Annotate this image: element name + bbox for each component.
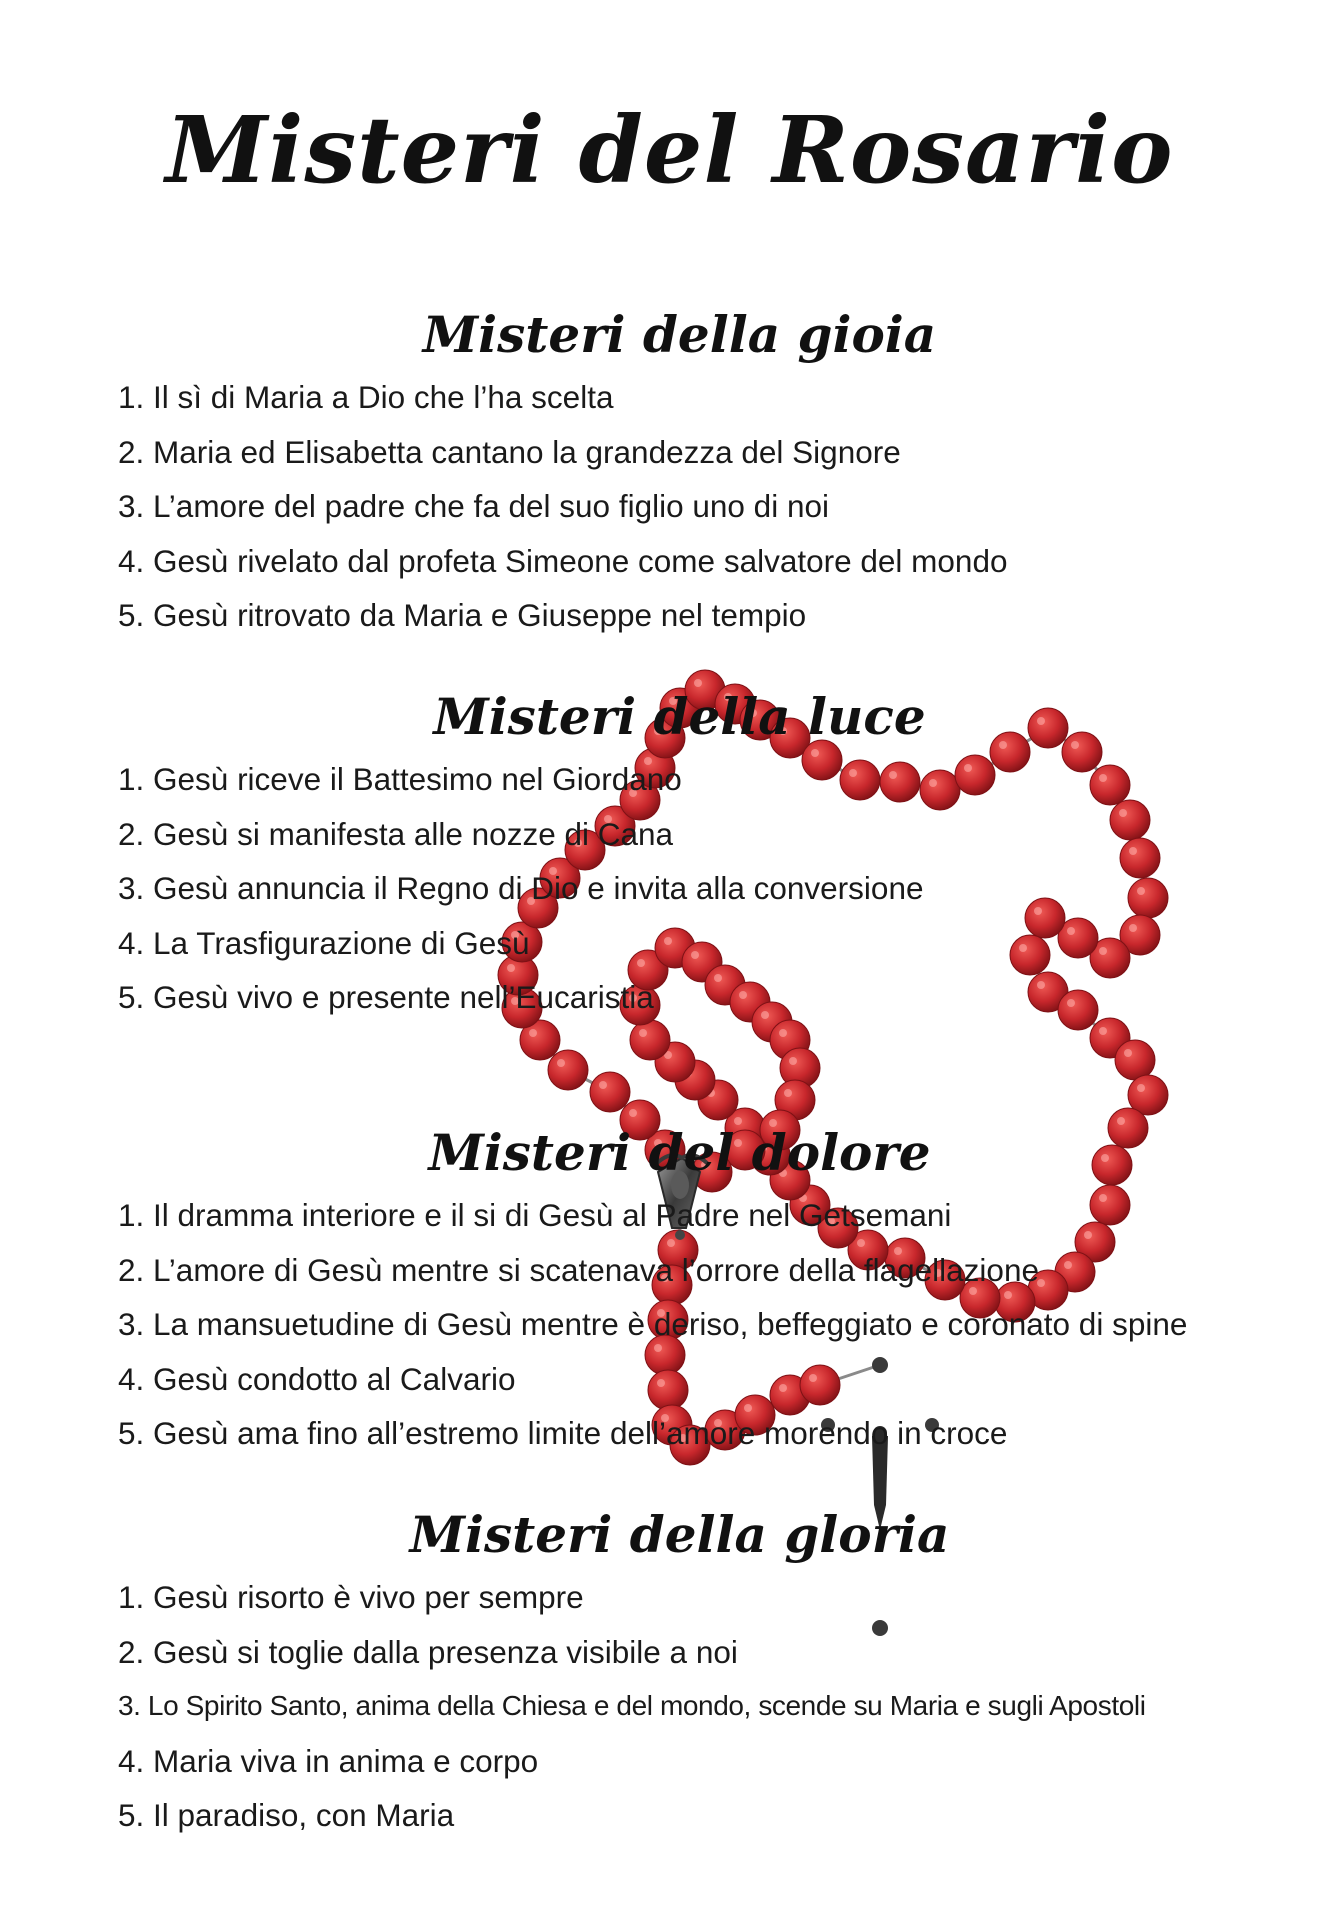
list-item: 4. Maria viva in anima e corpo xyxy=(118,1742,539,1779)
list-item: 4. Gesù condotto al Calvario xyxy=(118,1360,516,1397)
section-gloria xyxy=(0,1500,1339,1843)
bead-highlight xyxy=(599,1081,607,1089)
section-heading: Misteri della luce xyxy=(433,687,926,746)
bead-highlight xyxy=(529,1029,537,1037)
list-item: 3. Lo Spirito Santo, anima della Chiesa e del mondo, scende su Maria e sugli Apostoli xyxy=(118,1690,1146,1721)
list-item: 1. Gesù riceve il Battesimo nel Giordano xyxy=(118,761,682,797)
list-item: 5. Gesù vivo e presente nell’Eucaristia xyxy=(118,979,654,1015)
list-item: 5. Gesù ritrovato da Maria e Giuseppe nel tempio xyxy=(118,597,807,633)
section-gioia xyxy=(0,300,1339,643)
mysteries-list xyxy=(0,370,1339,643)
list-item: 3. Gesù annuncia il Regno di Dio e invita alla conversione xyxy=(118,870,924,906)
rosary-bead xyxy=(590,1072,630,1112)
rosary-bead xyxy=(548,1050,588,1090)
list-item: 1. Il sì di Maria a Dio che l’ha scelta xyxy=(118,379,614,415)
bead-highlight xyxy=(629,1109,637,1117)
list-item: 2. L’amore di Gesù mentre si scatenava l’orrore della flagellazione xyxy=(118,1251,1039,1288)
page-title: Misteri del Rosario xyxy=(165,96,1174,204)
bead-highlight xyxy=(784,1089,792,1097)
rosary-bead xyxy=(630,1020,670,1060)
bead-highlight xyxy=(779,1029,787,1037)
list-item: 1. Il dramma interiore e il si di Gesù al Padre nel Getsemani xyxy=(118,1197,952,1233)
list-item: 2. Gesù si manifesta alle nozze di Cana xyxy=(118,815,674,852)
bead-highlight xyxy=(1099,1027,1107,1035)
list-item: 5. Il paradiso, con Maria xyxy=(118,1797,455,1833)
mysteries-list xyxy=(0,752,1339,1025)
list-item: 5. Gesù ama fino all’estremo limite dell’amore morendo in croce xyxy=(118,1415,1008,1451)
list-item: 4. La Trasfigurazione di Gesù xyxy=(118,924,530,961)
section-dolore xyxy=(0,1118,1339,1461)
list-item: 2. Gesù si toglie dalla presenza visibile a noi xyxy=(118,1633,738,1670)
rosary-bead xyxy=(1115,1040,1155,1080)
list-item: 2. Maria ed Elisabetta cantano la grandezza del Signore xyxy=(118,433,901,470)
section-heading: Misteri della gloria xyxy=(409,1505,950,1564)
section-luce xyxy=(0,682,1339,1025)
list-item: 1. Gesù risorto è vivo per sempre xyxy=(118,1579,584,1615)
section-heading: Misteri del dolore xyxy=(428,1123,931,1182)
bead-highlight xyxy=(789,1057,797,1065)
list-item: 3. La mansuetudine di Gesù mentre è deriso, beffeggiato e coronato di spine xyxy=(118,1306,1188,1342)
bead-highlight xyxy=(639,1029,647,1037)
bead-highlight xyxy=(1124,1049,1132,1057)
bead-highlight xyxy=(557,1059,565,1067)
list-item: 3. L’amore del padre che fa del suo figlio uno di noi xyxy=(118,488,829,524)
mysteries-list xyxy=(0,1570,1339,1843)
bead-highlight xyxy=(1137,1084,1145,1092)
list-item: 4. Gesù rivelato dal profeta Simeone come salvatore del mondo xyxy=(118,542,1008,579)
section-heading: Misteri della gioia xyxy=(422,305,937,364)
mysteries-list xyxy=(0,1188,1339,1461)
